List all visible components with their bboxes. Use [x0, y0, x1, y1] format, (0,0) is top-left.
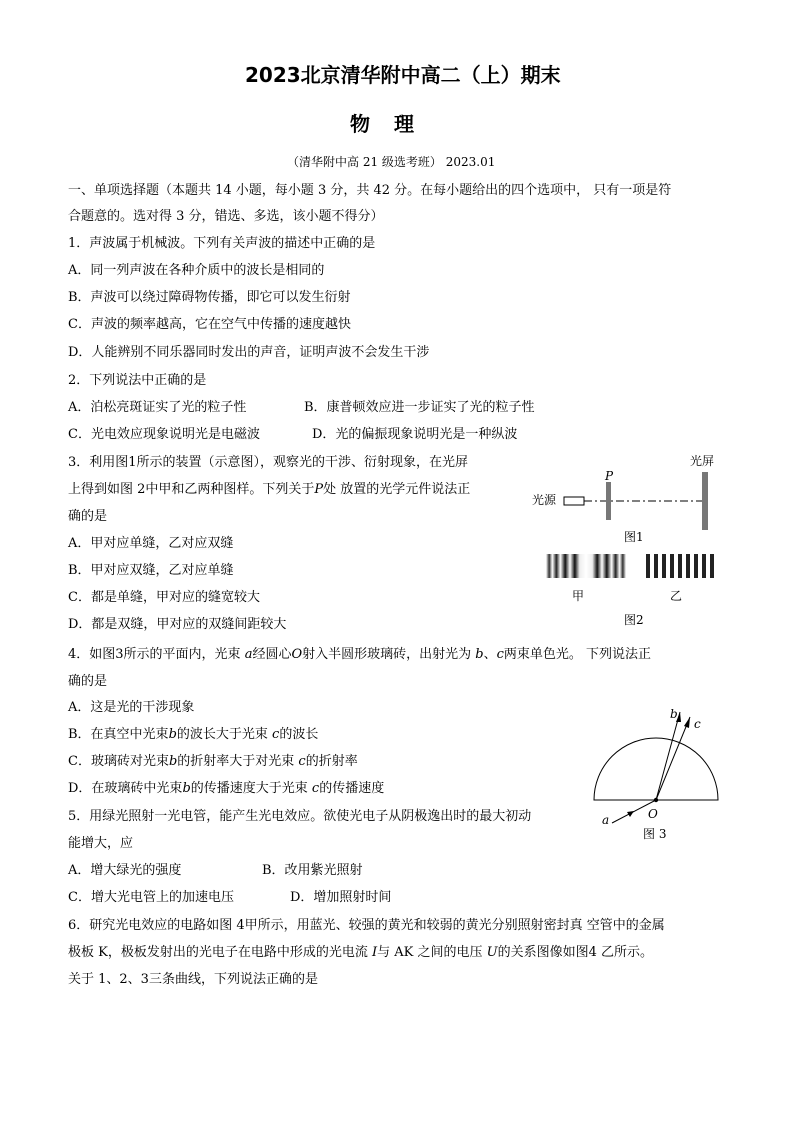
q3-option-c: C．都是单缝，甲对应的缝宽较大 [68, 590, 260, 605]
q1-option-d: D．人能辨别不同乐器同时发出的声音，证明声波不会发生干涉 [68, 345, 430, 360]
q5-option-a: A．增大绿光的强度 [68, 863, 182, 878]
section-instruction-line1: 一、单项选择题（本题共 14 小题，每小题 3 分，共 42 分。在每小题给出的四个选项中， 只有一项是符 [68, 183, 672, 198]
q1-option-c: C．声波的频率越高，它在空气中传播的速度越快 [68, 317, 351, 332]
q5-option-b: B．改用紫光照射 [262, 863, 363, 878]
ray-c [656, 717, 690, 800]
fig3-label-c: c [694, 717, 701, 731]
q4-stem-line2: 确的是 [68, 674, 108, 689]
q5-stem-line1: 5．用绿光照射一光电管，能产生光电效应。欲使光电子从阴极逸出时的最大初动 [68, 809, 532, 824]
q4-stem-line1: 4．如图3所示的平面内，光束 a经圆心O射入半圆形玻璃砖，出射光为 b、c两束单色光。 下列说法正 [68, 647, 652, 662]
ray-a-arrow [627, 811, 634, 817]
q2-option-a: A．泊松亮斑证实了光的粒子性 [68, 400, 247, 415]
q1-option-a: A．同一列声波在各种介质中的波长是相同的 [68, 263, 325, 278]
glass-semicircle [594, 738, 718, 800]
fig1-p-label: P [605, 469, 614, 483]
fig3-label-b: b [670, 707, 678, 721]
q2-option-c: C．光电效应现象说明光是电磁波 [68, 427, 260, 442]
q4-option-d: D．在玻璃砖中光束b的传播速度大于光束 c的传播速度 [68, 781, 385, 796]
fig1-caption: 图1 [624, 530, 644, 544]
q3-option-d: D．都是双缝，甲对应的双缝间距较大 [68, 617, 287, 632]
q1-option-b: B．声波可以绕过障碍物传播，即它可以发生衍射 [68, 290, 351, 305]
q4-option-c: C．玻璃砖对光束b的折射率大于对光束 c的折射率 [68, 754, 358, 769]
q3-stem-line2: 上得到如图 2中甲和乙两种图样。下列关于P处 放置的光学元件说法正 [68, 482, 471, 497]
q3-option-a: A．甲对应单缝，乙对应双缝 [68, 536, 234, 551]
q3-stem-line1: 3．利用图1所示的装置（示意图），观察光的干涉、衍射现象，在光屏 [68, 455, 469, 470]
figure-3 [590, 700, 740, 845]
fig1-source-label: 光源 [532, 493, 557, 507]
q2-stem: 2．下列说法中正确的是 [68, 373, 207, 388]
screen-element [702, 472, 708, 530]
light-source-box [564, 497, 584, 505]
section-instruction-line2: 合题意的。选对得 3 分，错选、多选，该小题不得分） [68, 209, 384, 224]
fig2-pattern-yi [642, 554, 718, 578]
q1-stem: 1．声波属于机械波。下列有关声波的描述中正确的是 [68, 236, 376, 251]
q6-stem-line3: 关于 1、2、3三条曲线，下列说法正确的是 [68, 972, 318, 987]
center-point-o [654, 798, 658, 802]
q3-option-b: B．甲对应双缝，乙对应单缝 [68, 563, 234, 578]
figure-2 [540, 552, 740, 628]
fig2-pattern-jia [546, 554, 626, 578]
q2-option-d: D．光的偏振现象说明光是一种纵波 [312, 427, 518, 442]
subject-title: 物理 [350, 112, 438, 136]
q5-option-d: D．增加照射时间 [290, 890, 392, 905]
fig2-label-yi: 乙 [670, 589, 683, 603]
exam-note: （清华附中高 21 级选考班） 2023.01 [287, 155, 496, 169]
q4-option-a: A．这是光的干涉现象 [68, 700, 195, 715]
q5-option-c: C．增大光电管上的加速电压 [68, 890, 234, 905]
q6-stem-line2: 极板 K，极板发射出的光电子在电路中形成的光电流 I与 AK 之间的电压 U的关系图像如图4 乙所示。 [68, 945, 653, 960]
fig2-label-jia: 甲 [572, 589, 585, 603]
q4-option-b: B．在真空中光束b的波长大于光束 c的波长 [68, 727, 319, 742]
fig3-caption: 图 3 [643, 827, 667, 841]
ray-c-arrow [684, 717, 690, 728]
q3-stem-line3: 确的是 [68, 509, 108, 524]
fig3-label-o: O [648, 807, 658, 821]
fig1-screen-label: 光屏 [690, 454, 715, 468]
slit-element [606, 482, 611, 520]
fig3-label-a: a [602, 813, 610, 827]
q2-option-b: B．康普顿效应进一步证实了光的粒子性 [304, 400, 535, 415]
ray-b [656, 712, 680, 800]
figure-1 [530, 452, 730, 548]
page-title: 2023北京清华附中高二（上）期末 [245, 63, 561, 87]
q6-stem-line1: 6．研究光电效应的电路如图 4甲所示，用蓝光、较强的黄光和较弱的黄光分别照射密封真 空管中的金属 [68, 918, 665, 933]
q5-stem-line2: 能增大，应 [68, 836, 134, 851]
fig2-caption: 图2 [624, 613, 644, 627]
